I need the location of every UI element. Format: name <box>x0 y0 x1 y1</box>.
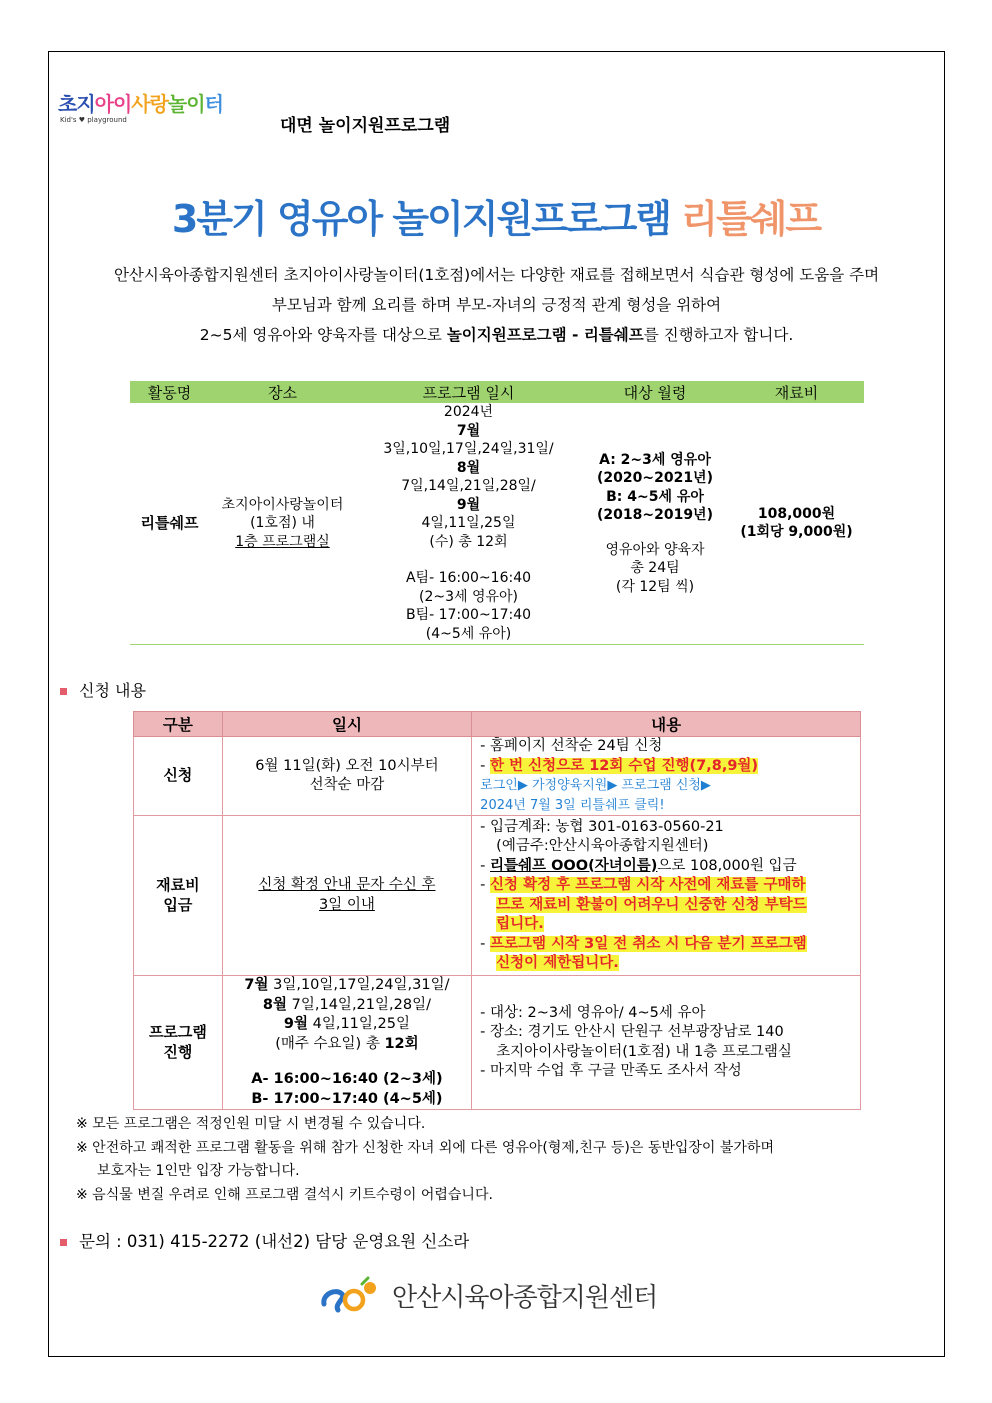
application-section-title <box>60 678 146 701</box>
content-line <box>480 935 860 955</box>
target-cell <box>581 403 729 644</box>
intro-text-span: 를 진행하고자 합니다. <box>643 326 794 344</box>
center-logo-icon <box>320 1274 384 1316</box>
col-header: 재료비 <box>729 381 864 403</box>
content-line <box>480 757 860 777</box>
logo-part: 놀이 <box>167 92 205 116</box>
fee-sub: (1회당 9,000원) <box>740 524 853 541</box>
label-line: 입금 <box>163 895 193 914</box>
col-header: 활동명 <box>130 381 209 403</box>
table-row <box>134 816 861 976</box>
col-header: 구분 <box>134 712 223 737</box>
target-line: (2020~2021년) <box>597 470 713 486</box>
content-line: - 장소: 경기도 안산시 단원구 선부광장남로 140 <box>480 1024 784 1040</box>
main-title <box>0 188 992 243</box>
highlight-text: 므로 재료비 환불이 어려우니 신중한 신청 부탁드 <box>496 896 807 913</box>
place-line: 1층 프로그램실 <box>235 533 330 550</box>
intro-line <box>50 320 943 350</box>
program-type-heading: 대면 놀이지원프로그램 <box>280 116 451 136</box>
fee-cell <box>729 403 864 644</box>
main-title-part1: 3분기 영유아 놀이지원프로그램 <box>171 197 671 241</box>
intro-line: 부모님과 함께 요리를 하며 부모-자녀의 긍정적 관계 형성을 위하여 <box>271 296 722 314</box>
content-line: 2024년 7월 3일 리틀쉐프 클릭! <box>480 797 665 813</box>
bullet-square-icon <box>60 1239 67 1246</box>
note-line: ※ 안전하고 쾌적한 프로그램 활동을 위해 참가 신청한 자녀 외에 다른 영유아(형제,친구 등)은 동반입장이 불가하며 <box>76 1139 774 1156</box>
bullet-square-icon <box>60 688 67 695</box>
date-line <box>223 976 471 996</box>
date-line: 선착순 마감 <box>309 777 385 793</box>
note-line: 보호자는 1인만 입장 가능합니다. <box>97 1163 300 1179</box>
schedule-line: (수) 총 12회 <box>429 533 508 550</box>
schedule-line: (2~3세 영유아) <box>418 588 518 605</box>
target-line: (각 12팀 씩) <box>615 578 695 595</box>
date-cell <box>222 976 471 1110</box>
intro-line: 안산시육아종합지원센터 초지아이사랑놀이터(1호점)에서는 다양한 재료를 접해보면서 식습관 형성에 도움을 주며 <box>113 266 880 284</box>
days: 3일,10일,17일,24일,31일/ <box>268 977 450 993</box>
dash: - <box>480 877 491 893</box>
table-row <box>134 976 861 1110</box>
schedule-line: A팀- 16:00~16:40 <box>405 570 532 587</box>
date-line <box>223 1035 471 1055</box>
note-line: ※ 모든 프로그램은 적정인원 미달 시 변경될 수 있습니다. <box>76 1116 426 1132</box>
place-line: (1호점) 내 <box>250 515 315 531</box>
schedule-line: B팀- 17:00~17:40 <box>405 607 532 624</box>
contact-info <box>60 1228 469 1252</box>
schedule-month: 7월 <box>456 422 481 439</box>
main-title-part2: 리틀쉐프 <box>681 197 821 241</box>
table-row <box>134 737 861 816</box>
days: 7일,14일,21일,28일/ <box>287 996 431 1013</box>
date-line <box>223 996 471 1016</box>
col-header: 프로그램 일시 <box>356 381 581 403</box>
col-header: 일시 <box>222 712 471 737</box>
days: 4일,11일,25일 <box>308 1016 410 1032</box>
date-line: 신청 확정 안내 문자 수신 후 <box>258 877 436 893</box>
playground-logo <box>58 93 268 133</box>
logo-part: 사랑 <box>131 92 168 116</box>
intro-text <box>50 260 943 350</box>
date-line: 3일 이내 <box>319 896 375 913</box>
activity-name: 리틀쉐프 <box>130 403 209 644</box>
application-table <box>133 711 861 1110</box>
content-cell <box>472 816 861 976</box>
application-table-header <box>134 712 861 737</box>
place-cell <box>209 403 356 644</box>
content-line <box>480 954 860 974</box>
content-line <box>480 876 860 896</box>
label-line: 진행 <box>163 1042 193 1061</box>
logo-subtitle: Kid's ♥ playground <box>60 116 127 124</box>
month: 9월 <box>283 1016 308 1032</box>
row-label <box>134 976 223 1110</box>
fee-value: 108,000원 <box>757 505 836 522</box>
center-logo <box>320 1273 657 1317</box>
schedule-line: 3일,10일,17일,24일,31일/ <box>383 441 554 458</box>
target-line: B: 4~5세 유아 <box>606 488 704 505</box>
highlight-text: 신청 확정 후 프로그램 시작 사전에 재료를 구매하 <box>490 877 806 893</box>
schedule-month: 8월 <box>456 459 481 476</box>
total-text: (매주 수요일) 총 <box>275 1035 385 1052</box>
date-cell <box>222 816 471 976</box>
month: 7월 <box>244 977 269 993</box>
row-label: 신청 <box>134 737 223 816</box>
intro-bold: 놀이지원프로그램 - 리틀쉐프 <box>446 326 644 344</box>
schedule-line: 7일,14일,21일,28일/ <box>401 478 536 495</box>
contact-text: 문의 : 031) 415-2272 (내선2) 담당 운영요원 신소라 <box>79 1232 470 1251</box>
date-cell <box>222 737 471 816</box>
row-label <box>134 816 223 976</box>
center-name: 안산시육아종합지원센터 <box>392 1282 658 1313</box>
program-table-header <box>130 381 864 403</box>
place-line: 초지아이사랑놀이터 <box>221 496 344 513</box>
schedule-line: (4~5세 유아) <box>425 625 512 642</box>
dash: - <box>480 935 491 952</box>
date-line <box>223 1015 471 1035</box>
note-line: ※ 음식물 변질 우려로 인해 프로그램 결석시 키트수령이 어렵습니다. <box>76 1186 493 1203</box>
highlight-text: 프로그램 시작 3일 전 취소 시 다음 분기 프로그램 <box>490 935 807 952</box>
bold-text: 리틀쉐프 OOO(자녀이름) <box>490 857 658 874</box>
content-line <box>480 857 860 877</box>
content-line: - 마지막 수업 후 구글 만족도 조사서 작성 <box>480 1063 742 1079</box>
target-line: 영유아와 양육자 <box>605 541 705 558</box>
target-line: 총 24팀 <box>630 560 680 576</box>
highlight-text: 신청이 제한됩니다. <box>496 955 619 971</box>
total-count: 12회 <box>384 1035 419 1052</box>
highlight-text: 한 번 신청으로 12회 수업 진행(7,8,9월) <box>490 757 759 774</box>
content-line <box>480 896 860 916</box>
logo-part: 초지 <box>58 92 95 116</box>
col-header: 장소 <box>209 381 356 403</box>
content-line: - 홈페이지 선착순 24팀 신청 <box>480 738 663 754</box>
section-title-text: 신청 내용 <box>79 681 146 700</box>
label-line: 재료비 <box>156 876 200 894</box>
date-line: A- 16:00~16:40 (2~3세) <box>251 1071 443 1087</box>
dash: - <box>480 757 491 774</box>
highlight-text: 립니다. <box>496 916 544 932</box>
content-line: - 대상: 2~3세 영유아/ 4~5세 유아 <box>480 1004 706 1021</box>
schedule-month: 9월 <box>456 496 481 513</box>
content-cell <box>472 976 861 1110</box>
schedule-line: 4일,11일,25일 <box>421 515 516 532</box>
content-text: 으로 108,000원 입금 <box>657 857 797 874</box>
label-line: 프로그램 <box>148 1023 207 1041</box>
target-line: A: 2~3세 영유아 <box>599 451 711 468</box>
content-line <box>480 915 860 935</box>
content-line: (예금주:안산시육아종합지원센터) <box>496 838 709 854</box>
content-line: 초지아이사랑놀이터(1호점) 내 1층 프로그램실 <box>496 1043 792 1060</box>
dash: - <box>480 857 491 874</box>
table-row <box>130 403 864 644</box>
month: 8월 <box>262 996 288 1013</box>
intro-text-span: 2~5세 영유아와 양육자를 대상으로 <box>199 326 447 344</box>
date-line: 6월 11일(화) 오전 10시부터 <box>255 757 439 774</box>
notes <box>76 1113 774 1207</box>
content-line: - 입금계좌: 농협 301-0163-0560-21 <box>480 818 724 835</box>
schedule-cell <box>356 403 581 644</box>
logo-part: 아이 <box>94 92 132 116</box>
col-header: 대상 월령 <box>581 381 729 403</box>
logo-part: 터 <box>204 92 223 116</box>
content-line: 로그인▶ 가정양육지원▶ 프로그램 신청▶ <box>480 778 711 793</box>
date-line: B- 17:00~17:40 (4~5세) <box>251 1090 443 1107</box>
program-table <box>130 381 864 645</box>
schedule-line: 2024년 <box>443 404 494 421</box>
target-line: (2018~2019년) <box>597 507 713 523</box>
col-header: 내용 <box>472 712 861 737</box>
content-cell <box>472 737 861 816</box>
